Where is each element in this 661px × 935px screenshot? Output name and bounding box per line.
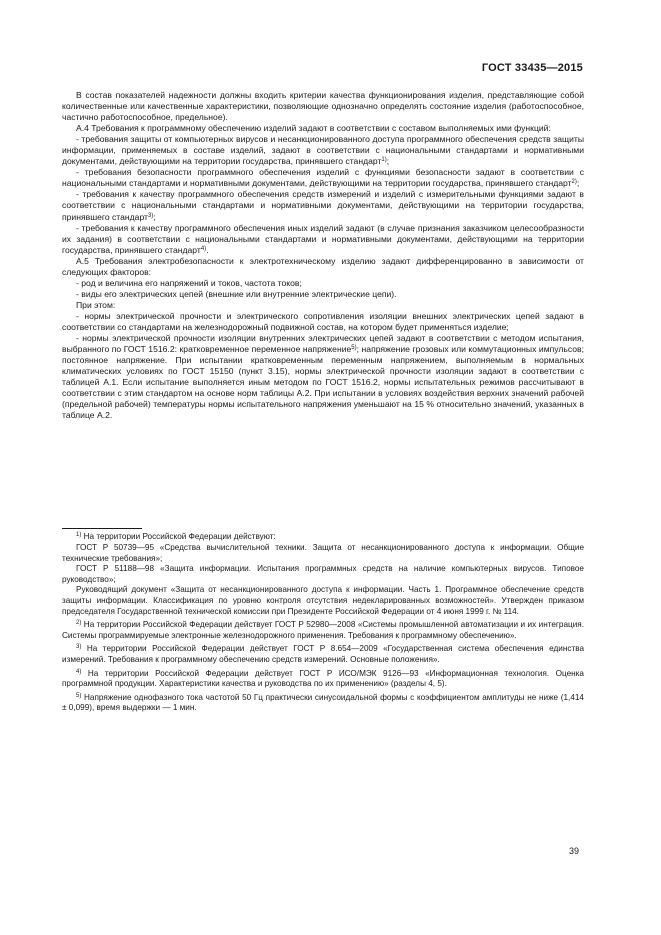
body-paragraph: При этом: bbox=[76, 299, 116, 310]
footnote: $^{3)}$ На территории Российской Федерации действует ГОСТ Р 8.654—2009 «Государственная система обеспечения единства измерений. Требования к программному обеспечению средств измерений. Основные положения». bbox=[62, 644, 584, 664]
body-paragraph: А.5 Требования электробезопасности к электротехническому изделию задают дифференцированно в зависимости от следующих факторов: bbox=[62, 255, 584, 277]
body-paragraph: - требования к качеству программного обеспечения иных изделий задают (в случае признания заказчиком целесообразности их задания) в соответствии с национальными стандартами и нормативными документами, действующими на территории государства, принявшего стандарт$^{4)}$. bbox=[62, 222, 584, 255]
body-paragraph: - род и величина его напряжений и токов, частота токов; bbox=[76, 277, 302, 288]
body-paragraph: - требования к качеству программного обеспечения средств измерений и изделий с измерительными функциями задают в соответствии с национальными стандартами и нормативными документами, действующими на территории государства, принявшего стандарт$^{3)}$; bbox=[62, 189, 584, 222]
page-content bbox=[62, 90, 584, 714]
body-paragraph: В состав показателей надежности должны входить критерии качества функционирования изделия, представляющие собой количественные или качественные характеристики, позволяющие однозначно определять состояние изделия (работоспособное, частично работоспособное, предельное). bbox=[62, 90, 584, 123]
footnote-separator bbox=[62, 528, 142, 529]
footnote: Руководящий документ «Защита от несанкционированного доступа к информации. Часть 1. Программное обеспечение средств защиты информации. Классификация по уровню контроля отсутствия недекларированных возможностей». Утвержден приказом председателя Государственной технической комиссии при Президенте Российской Федерации от 4 июня 1999 г. № 114. bbox=[62, 585, 584, 616]
footnote: $^{4)}$ На территории Российской Федерации действует ГОСТ Р ИСО/МЭК 9126—93 «Информационная технология. Оценка программной продукции. Характеристики качества и руководства по их применению» (разделы 4, 5). bbox=[62, 668, 584, 689]
body-paragraph: - виды его электрических цепей (внешние или внутренние электрические цепи). bbox=[76, 288, 397, 299]
footnote-ref[interactable]: 1) bbox=[381, 157, 387, 164]
footnote-ref[interactable]: 5) bbox=[351, 345, 357, 352]
body-paragraph: - нормы электрической прочности и электрического сопротивления изоляции внешних электрических цепей задают в соответствии со стандартами на железнодорожный подвижной состав, на котором будет применяться изделие; bbox=[62, 310, 584, 332]
footnote-marker: 1) bbox=[76, 532, 82, 539]
footnote: $^{5)}$ Напряжение однофазного тока частотой 50 Гц практически синусоидальной формы с коэффициентом амплитуды не ниже (1,414 ± 0,099), время выдержки — 1 мин. bbox=[62, 692, 584, 713]
footnotes bbox=[62, 532, 584, 714]
footnote-ref[interactable]: 3) bbox=[147, 212, 154, 219]
page-number: 39 bbox=[568, 846, 579, 856]
footnote: $^{1)}$ На территории Российской Федерации действуют: bbox=[76, 532, 276, 542]
body-paragraph: - нормы электрической прочности изоляции внутренних электрических цепей задают в соответствии с методом испытания, выбранного по ГОСТ 1516.2: кратковременное переменное напряжение$^{5)}$; напряжение грозовых или коммутационных импульсов; постоянное напряжение. При испытании кратковременным переменным напряжением, выполняемым в нормальных климатических условиях по ГОСТ 15150 (пункт 3.15), нормы электрической прочности изоляции задают в соответствии с таблицей А.1. Если испытание выполняется иным методом по ГОСТ 1516.2, нормы испытательных режимов рассчитывают в соответствии с этим стандартом на основе норм таблицы А.2. При испытании в условиях воздействия верхних значений рабочей (предельной рабочей) температуры нормы испытательного напряжения уменьшают на 15 % относительно значений, указанных в таблице А.2. bbox=[62, 333, 584, 421]
body-paragraph: - требования защиты от компьютерных вирусов и несанкционированного доступа программного обеспечения средств защиты информации, применяемых в составе изделий, задают в соответствии с национальными стандартами и нормативными документами, действующими на территории государства, принявшего стандарт$^{1)}$; bbox=[62, 134, 584, 167]
footnote: ГОСТ Р 51188—98 «Защита информации. Испытания программных средств на наличие компьютерных вирусов. Типовое руководство»; bbox=[62, 564, 584, 584]
footnote: ГОСТ Р 50739—95 «Средства вычислительной техники. Защита от несанкционированного доступа к информации. Общие технические требования»; bbox=[62, 543, 584, 563]
footnote: $^{2)}$ На территории Российской Федерации действует ГОСТ Р 52980—2008 «Системы промышленной автоматизации и их интеграция. Системы программируемые электронные железнодорожного применения. Требования к программному обеспечению». bbox=[62, 620, 584, 640]
footnote-marker: 3) bbox=[76, 644, 82, 651]
footnote-ref[interactable]: 4) bbox=[200, 245, 207, 252]
footnote-ref[interactable]: 2) bbox=[571, 179, 577, 186]
body-paragraph: А.4 Требования к программному обеспечению изделий задают в соответствии с составом выполняемых ими функций: bbox=[76, 123, 551, 134]
body-paragraph: - требования безопасности программного обеспечения изделий с функциями безопасности задают в соответствии с национальными стандартами и нормативными документами, действующими на территории государства, принявшего стандарт$^{2)}$; bbox=[62, 167, 584, 189]
footnote-marker: 2) bbox=[76, 620, 82, 627]
footnote-marker: 5) bbox=[76, 692, 82, 699]
footnote-marker: 4) bbox=[76, 668, 82, 675]
blank-space bbox=[62, 421, 584, 528]
document-code: ГОСТ 33435—2015 bbox=[481, 62, 583, 74]
body-text bbox=[62, 90, 584, 421]
